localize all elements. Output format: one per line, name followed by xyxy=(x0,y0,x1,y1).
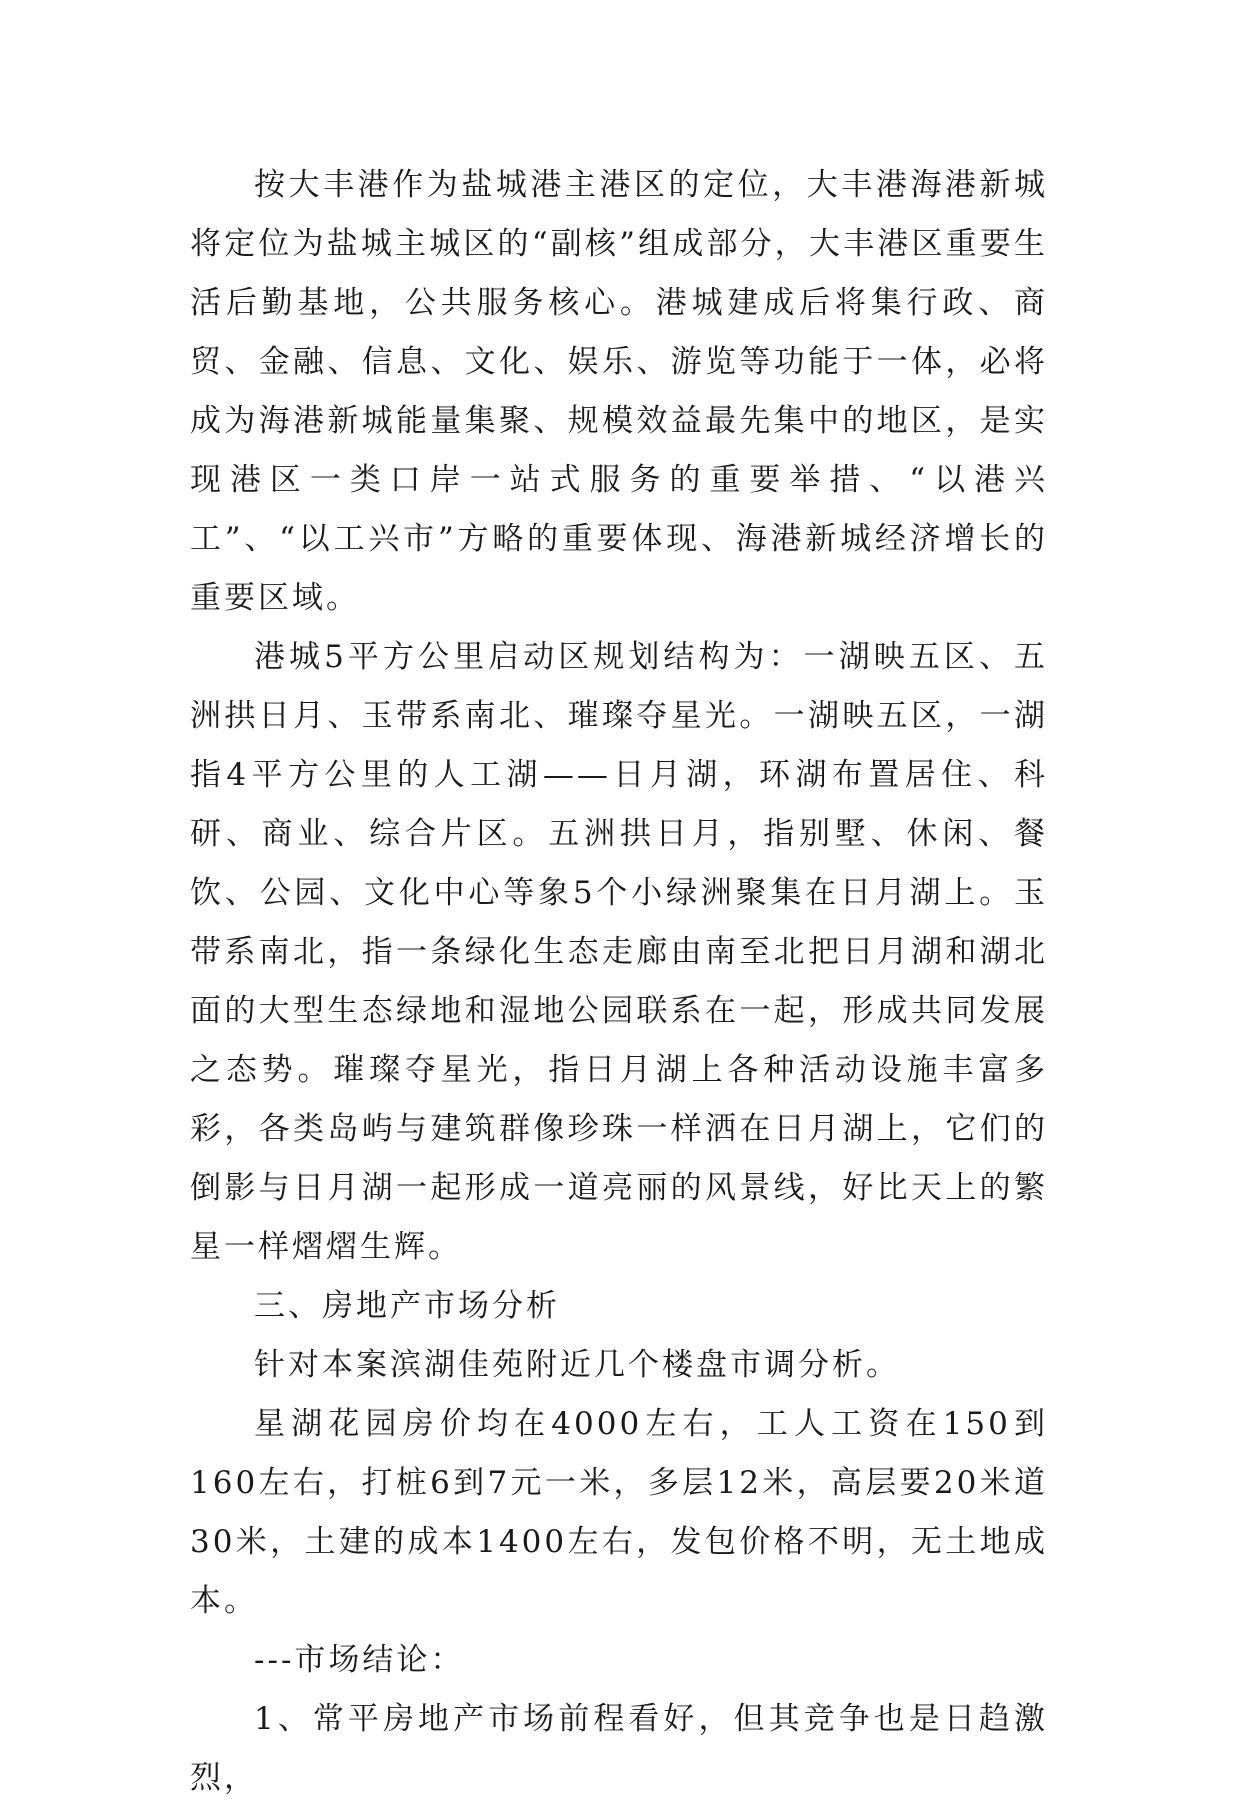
section-heading-market-analysis: 三、房地产市场分析 xyxy=(254,1288,560,1324)
market-conclusion-label: ---市场结论： xyxy=(254,1642,465,1678)
paragraph-survey-intro: 针对本案滨湖佳苑附近几个楼盘市调分析。 xyxy=(254,1347,900,1383)
paragraph-conclusion-item-1: 1、常平房地产市场前程看好，但其竞争也是日趋激烈， xyxy=(190,1701,1048,1796)
paragraph-port-city-positioning: 按大丰港作为盐城港主港区的定位，大丰港海港新城将定位为盐城主城区的“副核”组成部分，大丰港区重要生活后勤基地，公共服务核心。港城建成后将集行政、商贸、金融、信息、文化、娱乐、游览等功能于一体，必将成为海港新城能量集聚、规模效益最先集中的地区，是实现港区一类口岸一站式服务的重要举措、“以港兴工”、“以工兴市”方略的重要体现、海港新城经济增长的重要区域。 xyxy=(190,167,1048,616)
paragraph-xinghu-garden: 星湖花园房价均在4000左右，工人工资在150到160左右，打桩6到7元一米，多层12米，高层要20米道30米，土建的成本1400左右，发包价格不明，无土地成本。 xyxy=(190,1406,1048,1619)
document-body xyxy=(190,156,1048,1808)
paragraph-planning-structure: 港城5平方公里启动区规划结构为：一湖映五区、五洲拱日月、玉带系南北、璀璨夺星光。一湖映五区，一湖指4平方公里的人工湖——日月湖，环湖布置居住、科研、商业、综合片区。五洲拱日月，指别墅、休闲、餐饮、公园、文化中心等象5个小绿洲聚集在日月湖上。玉带系南北，指一条绿化生态走廊由南至北把日月湖和湖北面的大型生态绿地和湿地公园联系在一起，形成共同发展之态势。璀璨夺星光，指日月湖上各种活动设施丰富多彩，各类岛屿与建筑群像珍珠一样洒在日月湖上，它们的倒影与日月湖一起形成一道亮丽的风景线，好比天上的繁星一样熠熠生辉。 xyxy=(190,639,1048,1265)
